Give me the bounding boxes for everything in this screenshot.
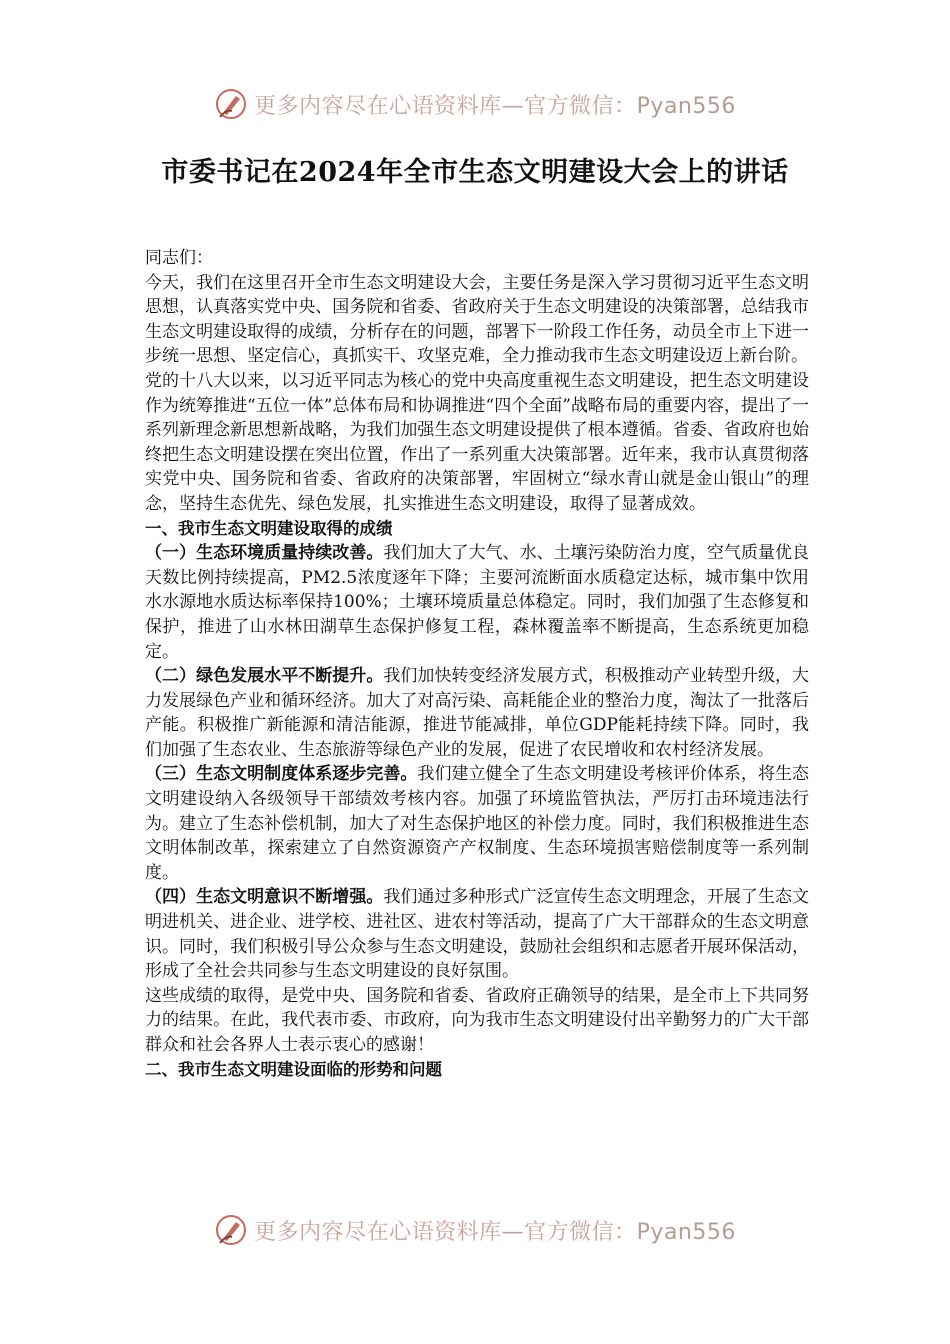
document-title: 市委书记在2024年全市生态文明建设大会上的讲话 <box>161 157 789 188</box>
footer-banner <box>0 1210 950 1250</box>
banner-text: 更多内容尽在心语资料库—官方微信：Pyan556 <box>254 1219 736 1245</box>
subsection-lead: （四）生态文明意识不断增强。 <box>145 887 384 908</box>
paragraph: 这些成绩的取得，是党中央、国务院和省委、省政府正确领导的结果，是全市上下共同努力的结果。在此，我代表市委、市政府，向为我市生态文明建设付出辛勤努力的广大干部群众和社会各界人士表示衷心的感谢！ <box>145 985 809 1055</box>
paragraph: （三）生态文明制度体系逐步完善。我们建立健全了生态文明建设考核评价体系，将生态文明建设纳入各级领导干部绩效考核内容。加强了环境监管执法，严厉打击环境违法行为。建立了生态补偿机制，加大了对生态保护地区的补偿力度。同时，我们积极推进生态文明体制改革，探索建立了自然资源资产产权制度、生态环境损害赔偿制度等一系列制度。 <box>145 764 809 883</box>
paragraph: 今天，我们在这里召开全市生态文明建设大会，主要任务是深入学习贯彻习近平生态文明思想，认真落实党中央、国务院和省委、省政府关于生态文明建设的决策部署，总结我市生态文明建设取得的成绩，分析存在的问题，部署下一阶段工作任务，动员全市上下进一步统一思想、坚定信心，真抓实干、攻坚克难，全力推动我市生态文明建设迈上新台阶。 <box>145 272 809 367</box>
salutation: 同志们： <box>145 248 213 268</box>
pen-nib-circle-icon <box>214 1213 248 1247</box>
document-body <box>145 246 809 1082</box>
subsection-lead: （二）绿色发展水平不断提升。 <box>145 666 384 687</box>
paragraph: （一）生态环境质量持续改善。我们加大了大气、水、土壤污染防治力度，空气质量优良天数比例持续提高，PM2.5浓度逐年下降；主要河流断面水质稳定达标，城市集中饮用水水源地水质达标率保持100%；土壤环境质量总体稳定。同时，我们加强了生态修复和保护，推进了山水林田湖草生态保护修复工程，森林覆盖率不断提高，生态系统更加稳定。 <box>145 543 810 662</box>
pen-nib-circle-icon <box>214 87 248 121</box>
subsection-lead: （三）生态文明制度体系逐步完善。 <box>145 764 418 785</box>
subsection-lead: （一）生态环境质量持续改善。 <box>145 543 384 564</box>
header-banner <box>0 84 950 124</box>
banner-text: 更多内容尽在心语资料库—官方微信：Pyan556 <box>254 93 736 119</box>
section-heading: 二、我市生态文明建设面临的形势和问题 <box>145 1059 442 1079</box>
paragraph: （四）生态文明意识不断增强。我们通过多种形式广泛宣传生态文明理念，开展了生态文明进机关、进企业、进学校、进社区、进农村等活动，提高了广大干部群众的生态文明意识。同时，我们积极引导公众参与生态文明建设，鼓励社会组织和志愿者开展环保活动，形成了全社会共同参与生态文明建设的良好氛围。 <box>145 887 810 982</box>
section-heading: 一、我市生态文明建设取得的成绩 <box>145 518 393 538</box>
paragraph: （二）绿色发展水平不断提升。我们加快转变经济发展方式，积极推动产业转型升级，大力发展绿色产业和循环经济。加大了对高污染、高耗能企业的整治力度，淘汰了一批落后产能。积极推广新能源和清洁能源，推进节能减排，单位GDP能耗持续下降。同时，我们加强了生态农业、生态旅游等绿色产业的发展，促进了农民增收和农村经济发展。 <box>145 666 810 760</box>
paragraph: 党的十八大以来，以习近平同志为核心的党中央高度重视生态文明建设，把生态文明建设作为统筹推进“五位一体”总体布局和协调推进“四个全面”战略布局的重要内容，提出了一系列新理念新思想新战略，为我们加强生态文明建设提供了根本遵循。省委、省政府也始终把生态文明建设摆在突出位置，作出了一系列重大决策部署。近年来，我市认真贯彻落实党中央、国务院和省委、省政府的决策部署，牢固树立“绿水青山就是金山银山”的理念，坚持生态优先、绿色发展，扎实推进生态文明建设，取得了显著成效。 <box>145 370 809 514</box>
